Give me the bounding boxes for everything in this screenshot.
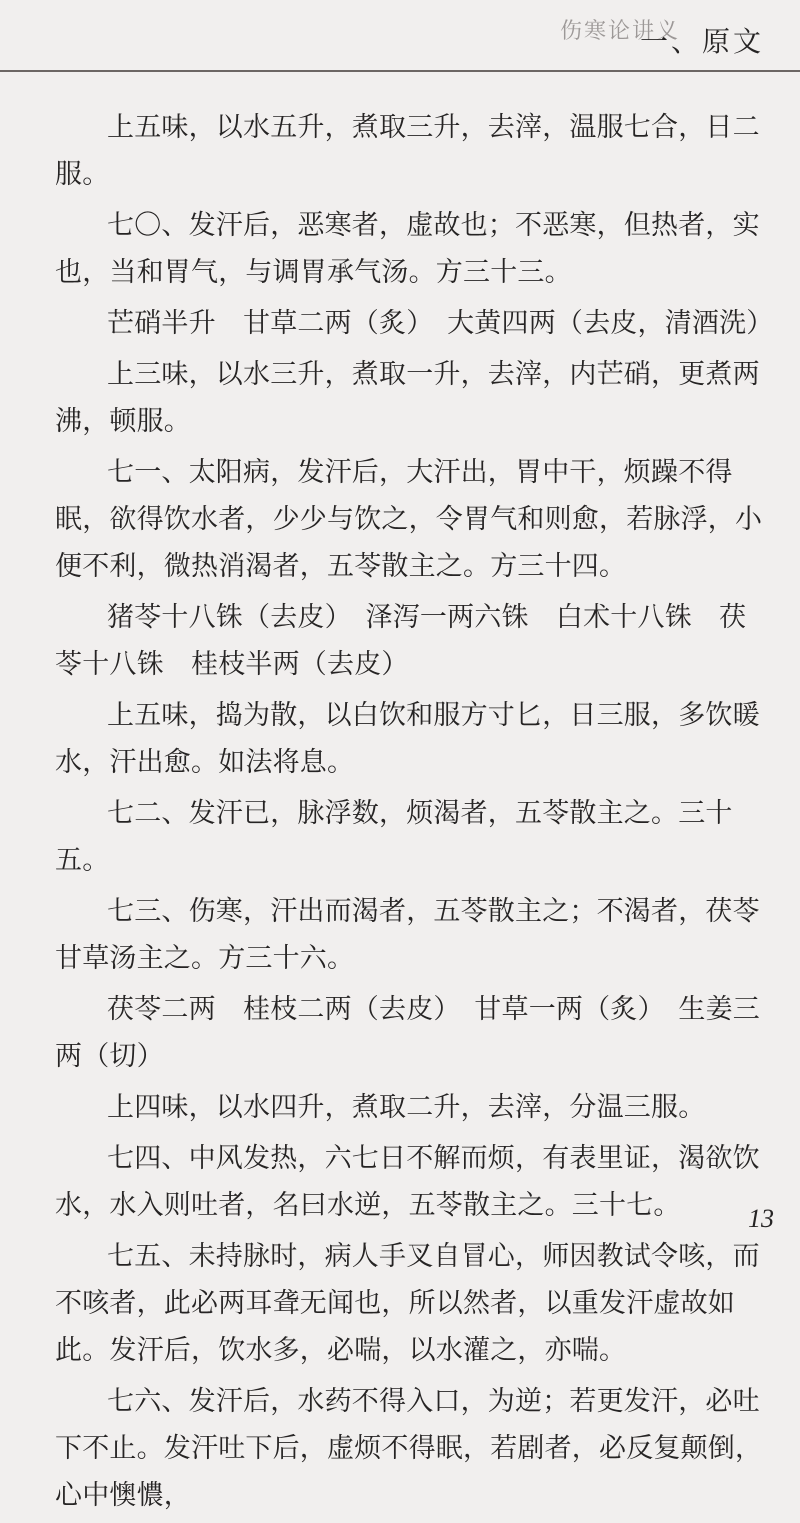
paragraph: 上四味，以水四升，煮取二升，去滓，分温三服。: [107, 1092, 706, 1123]
paragraph: 上五味，以水五升，煮取三升，去滓，温服七合，日二服。: [55, 112, 760, 190]
paragraph: 芒硝半升 甘草二两（炙） 大黄四两（去皮，清酒洗）: [107, 308, 774, 339]
running-header-section-title: 一、原文: [639, 25, 764, 58]
page-number: 13: [748, 1204, 774, 1233]
paragraph: 上三味，以水三升，煮取一升，去滓，内芒硝，更煮两沸，顿服。: [55, 359, 760, 437]
paragraph: 茯苓二两 桂枝二两（去皮） 甘草一两（炙） 生姜三两（切）: [55, 994, 760, 1072]
paragraph: 七一、太阳病，发汗后，大汗出，胃中干，烦躁不得眠，欲得饮水者，少少与饮之，令胃气和则愈，若脉浮，小便不利，微热消渴者，五苓散主之。方三十四。: [55, 457, 763, 582]
header-divider: [0, 70, 800, 72]
paragraph: 七六、发汗后，水药不得入口，为逆；若更发汗，必吐下不止。发汗吐下后，虚烦不得眠，若剧者，必反复颠倒，心中懊憹，: [55, 1386, 763, 1511]
paragraph: 七三、伤寒，汗出而渴者，五苓散主之；不渴者，茯苓甘草汤主之。方三十六。: [55, 896, 760, 974]
paragraph: 七二、发汗已，脉浮数，烦渴者，五苓散主之。三十五。: [55, 798, 733, 876]
page-body: [55, 104, 774, 1523]
paragraph: 猪苓十八铢（去皮） 泽泻一两六铢 白术十八铢 茯苓十八铢 桂枝半两（去皮）: [55, 602, 747, 680]
running-header-book-title: 伤寒论讲义: [560, 19, 681, 44]
paragraph: 七五、未持脉时，病人手叉自冒心，师因教试令咳，而不咳者，此必两耳聋无闻也，所以然者，以重发汗虚故如此。发汗后，饮水多，必喘，以水灌之，亦喘。: [55, 1241, 760, 1366]
paragraph: 七〇、发汗后，恶寒者，虚故也；不恶寒，但热者，实也，当和胃气，与调胃承气汤。方三十三。: [55, 210, 760, 288]
paragraph: 七四、中风发热，六七日不解而烦，有表里证，渴欲饮水，水入则吐者，名曰水逆，五苓散主之。三十七。: [55, 1143, 760, 1221]
paragraph: 上五味，捣为散，以白饮和服方寸匕，日三服，多饮暖水，汗出愈。如法将息。: [55, 700, 760, 778]
